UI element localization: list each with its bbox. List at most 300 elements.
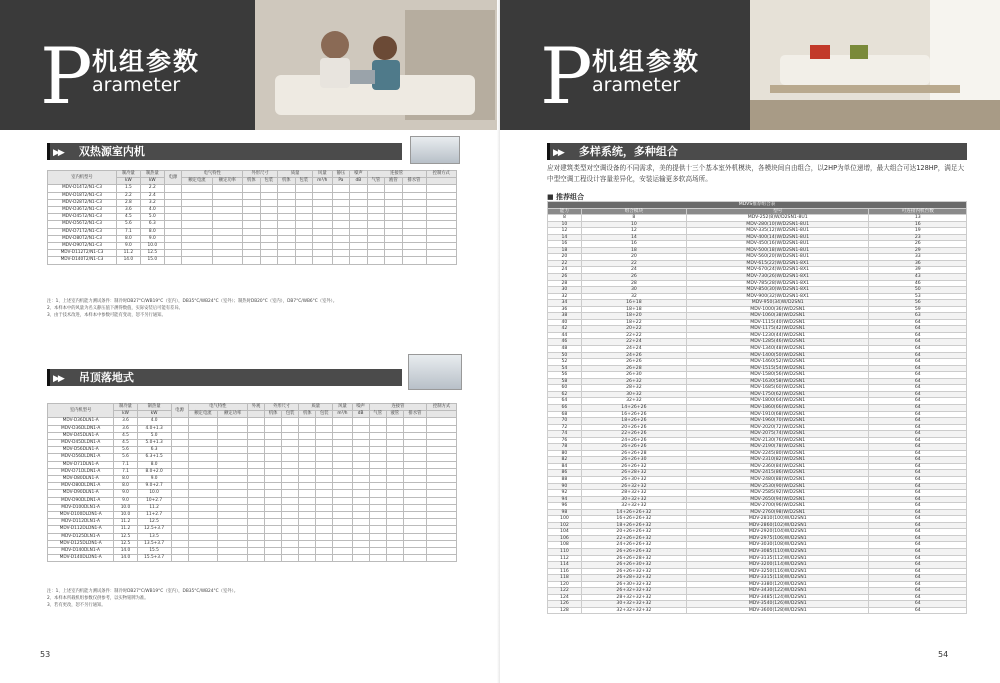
table-cell xyxy=(265,461,282,468)
right-page xyxy=(500,0,1000,683)
table-cell xyxy=(385,243,402,250)
table-cell xyxy=(316,447,333,454)
table-cell: MDV-D71DLDN1-A xyxy=(48,468,114,475)
table-cell xyxy=(352,504,369,511)
table-cell xyxy=(427,512,457,519)
table-cell xyxy=(369,526,386,533)
table-cell xyxy=(386,440,403,447)
table-cell: MDV-D45DLDN1-A xyxy=(48,440,114,447)
table-cell: 59 xyxy=(869,306,967,313)
table-cell: MDV-2700(96)W/D2SN1 xyxy=(686,503,869,510)
table-cell: 9.0 xyxy=(116,243,140,250)
table-cell: 18+20 xyxy=(581,313,686,320)
table-cell xyxy=(333,512,352,519)
table-cell xyxy=(367,257,384,264)
table-cell: 12 xyxy=(581,228,686,235)
table-cell xyxy=(171,548,188,555)
table-cell xyxy=(386,497,403,504)
table-cell: 50 xyxy=(548,352,582,359)
table-cell: 36 xyxy=(548,306,582,313)
table-cell: 16+18 xyxy=(581,300,686,307)
table-cell xyxy=(212,257,242,264)
table-cell xyxy=(386,454,403,461)
table-cell xyxy=(171,526,188,533)
table-cell xyxy=(182,228,212,235)
table-cell: 10.0 xyxy=(137,490,171,497)
table-cell xyxy=(248,432,265,439)
table-cell xyxy=(295,221,312,228)
table-cell xyxy=(367,243,384,250)
table-cell xyxy=(333,519,352,526)
table-cell: 64 xyxy=(869,365,967,372)
table-cell xyxy=(403,461,426,468)
section-header-combination xyxy=(547,143,967,160)
table-cell xyxy=(427,548,457,555)
table-cell xyxy=(333,447,352,454)
table-cell: 30+32 xyxy=(581,391,686,398)
table-cell xyxy=(260,243,277,250)
table-cell xyxy=(385,207,402,214)
table-cell: 32 xyxy=(548,293,582,300)
table-cell: 9.0 xyxy=(140,235,164,242)
table-cell: 10.0 xyxy=(114,512,137,519)
table-cell: MDV-3135(112)W/D2SN1 xyxy=(686,555,869,562)
table-cell xyxy=(188,548,218,555)
table-cell xyxy=(316,555,333,562)
table-cell: MDV-3380(120)W/D2SN1 xyxy=(686,581,869,588)
table-cell xyxy=(248,476,265,483)
table-cell: 64 xyxy=(869,437,967,444)
table-cell: 64 xyxy=(869,359,967,366)
table-cell xyxy=(332,235,349,242)
table-cell xyxy=(369,432,386,439)
table-row xyxy=(48,555,457,562)
table-cell: 64 xyxy=(869,346,967,353)
table-cell: 64 xyxy=(869,509,967,516)
table-cell: 52 xyxy=(548,359,582,366)
table-cell xyxy=(333,432,352,439)
table-cell xyxy=(332,192,349,199)
table-cell xyxy=(312,185,332,192)
table-cell: 9.0+2.7 xyxy=(137,483,171,490)
table-cell xyxy=(218,490,248,497)
table-cell xyxy=(402,214,426,221)
table-cell xyxy=(265,418,282,425)
table-cell xyxy=(350,207,367,214)
table-cell: 20+26+26 xyxy=(581,424,686,431)
table-cell: 28+32+32+32 xyxy=(581,594,686,601)
col-header: 组合模块 xyxy=(581,208,686,215)
table-cell xyxy=(282,454,299,461)
table-cell xyxy=(403,425,426,432)
table-cell: MDV-3030(108)W/D2SN1 xyxy=(686,542,869,549)
table-cell xyxy=(352,519,369,526)
right-banner-photo xyxy=(750,0,1000,130)
section-title: 吊顶落地式 xyxy=(78,371,134,384)
section-marker-icon xyxy=(47,143,50,160)
table-cell xyxy=(350,250,367,257)
table-cell xyxy=(282,555,299,562)
table-cell: 36 xyxy=(869,260,967,267)
table-cell xyxy=(386,490,403,497)
table-cell xyxy=(282,497,299,504)
col-header: 能力 xyxy=(548,208,582,215)
table-cell xyxy=(164,250,181,257)
col-header: 可连接内机台数 xyxy=(869,208,967,215)
table-cell xyxy=(243,192,260,199)
table-cell xyxy=(312,192,332,199)
table-cell xyxy=(312,257,332,264)
table-cell: 64 xyxy=(869,588,967,595)
table-cell xyxy=(282,526,299,533)
table-cell: 64 xyxy=(869,372,967,379)
table-cell xyxy=(403,476,426,483)
table-cell: MDV-D112DLN1-A xyxy=(48,519,114,526)
table-cell: 29 xyxy=(869,247,967,254)
table-cell xyxy=(171,497,188,504)
table-cell: 114 xyxy=(548,562,582,569)
table-cell: MDV-3250(116)W/D2SN1 xyxy=(686,568,869,575)
table-cell: 43 xyxy=(869,274,967,281)
intro-paragraph: 应对建筑类型对空调设备的不同需求，美的提供十三个基本室外机模块，各模块间自由组合，以2HP为单位递增，最大组合可达128HP，满足大中型空调工程设计容量差异化，安装运输更多软高场所。 xyxy=(547,164,965,183)
table-cell xyxy=(333,483,352,490)
table-cell: MDV-1515(54)W/D2SN1 xyxy=(686,365,869,372)
table-cell xyxy=(332,228,349,235)
table-cell xyxy=(350,228,367,235)
table-cell: MDV-2650(94)W/D2SN1 xyxy=(686,496,869,503)
table-cell: MDV-1960(70)W/D2SN1 xyxy=(686,418,869,425)
table-row xyxy=(48,468,457,475)
table-cell: 46 xyxy=(548,339,582,346)
table-cell xyxy=(265,440,282,447)
table-cell xyxy=(164,207,181,214)
table-cell xyxy=(426,243,457,250)
table-cell xyxy=(260,257,277,264)
table-row xyxy=(48,454,457,461)
table-cell: 64 xyxy=(869,339,967,346)
table-cell xyxy=(402,221,426,228)
table-cell xyxy=(427,425,457,432)
table-cell xyxy=(299,504,316,511)
table-cell xyxy=(369,548,386,555)
table-cell: MDV-2860(102)W/D2SN1 xyxy=(686,522,869,529)
table-cell: 64 xyxy=(869,457,967,464)
table-cell: MDV-2975(106)W/D2SN1 xyxy=(686,535,869,542)
table-cell xyxy=(260,192,277,199)
table-cell xyxy=(182,214,212,221)
table-cell xyxy=(403,519,426,526)
table-cell: MDV-D36DLDN1-A xyxy=(48,425,114,432)
table-cell: 80 xyxy=(548,450,582,457)
table-cell: MDV-400(14)W/D2SN1-8U1 xyxy=(686,234,869,241)
table-cell: 7.1 xyxy=(114,468,137,475)
table-cell: 18+26+26+32 xyxy=(581,522,686,529)
table-cell xyxy=(171,555,188,562)
table-cell xyxy=(369,461,386,468)
table-cell xyxy=(188,440,218,447)
table-cell: 72 xyxy=(548,424,582,431)
table-cell xyxy=(427,490,457,497)
table-cell: 8.0+2.0 xyxy=(137,468,171,475)
table-cell xyxy=(295,185,312,192)
table-cell: MDV-2585(92)W/D2SN1 xyxy=(686,490,869,497)
table-cell xyxy=(278,221,295,228)
table-cell xyxy=(243,221,260,228)
table-cell: 112 xyxy=(548,555,582,562)
table-cell xyxy=(403,483,426,490)
table-cell: 2.2 xyxy=(116,192,140,199)
table-cell xyxy=(248,497,265,504)
table-cell xyxy=(218,483,248,490)
table-cell xyxy=(385,214,402,221)
table-row xyxy=(48,447,457,454)
table-cell: 18 xyxy=(581,247,686,254)
table-cell xyxy=(171,512,188,519)
table-cell xyxy=(218,440,248,447)
table-row xyxy=(48,490,457,497)
table-cell xyxy=(248,483,265,490)
table-cell xyxy=(188,519,218,526)
table-cell xyxy=(212,250,242,257)
table-cell xyxy=(248,519,265,526)
table-cell xyxy=(316,526,333,533)
table-cell xyxy=(265,483,282,490)
table-cell xyxy=(248,533,265,540)
table-cell xyxy=(243,185,260,192)
table-cell xyxy=(248,454,265,461)
table-cell: 64 xyxy=(869,444,967,451)
table-cell xyxy=(386,504,403,511)
table-cell xyxy=(164,221,181,228)
table-cell xyxy=(427,418,457,425)
table-cell: 64 xyxy=(869,581,967,588)
table-row xyxy=(48,461,457,468)
table-cell: 70 xyxy=(548,418,582,425)
table-cell: 11.2 xyxy=(137,504,171,511)
table-cell: MDV-D18T2/N1-C3 xyxy=(48,192,117,199)
table-cell xyxy=(218,454,248,461)
table-cell xyxy=(352,447,369,454)
table-cell: MDV-D56DLDN1-A xyxy=(48,454,114,461)
table-cell xyxy=(265,519,282,526)
table-cell: 14.0 xyxy=(114,555,137,562)
table-cell: 24+24 xyxy=(581,346,686,353)
table-row xyxy=(48,440,457,447)
table-cell xyxy=(386,519,403,526)
table-cell xyxy=(248,447,265,454)
table-cell xyxy=(282,418,299,425)
note-line: 注：1、上述室内机能力测试条件：制冷时DB27°C/WB19°C（室内），DB35°C/WB24°C（室外）。 xyxy=(47,589,239,594)
table-cell: 26+26+28 xyxy=(581,450,686,457)
table-cell: 14.0 xyxy=(114,548,137,555)
table-cell: MDV-2130(76)W/D2SN1 xyxy=(686,437,869,444)
table-cell xyxy=(171,447,188,454)
table-cell: 62 xyxy=(548,391,582,398)
section-marker-icon xyxy=(547,143,550,160)
table-cell xyxy=(427,454,457,461)
table-cell xyxy=(282,519,299,526)
table-cell xyxy=(218,497,248,504)
table-cell: 64 xyxy=(869,483,967,490)
table-cell xyxy=(278,228,295,235)
table-row xyxy=(48,483,457,490)
table-cell xyxy=(332,185,349,192)
table-cell xyxy=(367,207,384,214)
table-cell: MDV-D125DLDN1-A xyxy=(48,540,114,547)
table-cell xyxy=(212,185,242,192)
table-cell xyxy=(248,540,265,547)
table-cell xyxy=(427,555,457,562)
table-cell: 100 xyxy=(548,516,582,523)
table-cell: 2.8 xyxy=(116,199,140,206)
table-cell: 44 xyxy=(548,332,582,339)
table-cell: 90 xyxy=(548,483,582,490)
table-cell: 26 xyxy=(869,241,967,248)
table-cell xyxy=(352,432,369,439)
table-cell: 84 xyxy=(548,463,582,470)
table-cell: MDV-2020(72)W/D2SN1 xyxy=(686,424,869,431)
table-cell xyxy=(403,512,426,519)
table-cell xyxy=(299,447,316,454)
table-cell: 9.0 xyxy=(114,490,137,497)
table-cell xyxy=(188,497,218,504)
table-row xyxy=(48,257,457,264)
table-row xyxy=(48,512,457,519)
table-cell: 66 xyxy=(548,404,582,411)
table-cell xyxy=(367,228,384,235)
table-cell xyxy=(265,555,282,562)
table-cell: 26+32+32 xyxy=(581,483,686,490)
table-cell: 15.5+3.7 xyxy=(137,555,171,562)
table-cell xyxy=(299,432,316,439)
table-cell xyxy=(171,425,188,432)
table-cell: MDV-D140DLN1-A xyxy=(48,548,114,555)
table-cell xyxy=(299,490,316,497)
table-cell: 26+30 xyxy=(581,372,686,379)
table-cell xyxy=(350,257,367,264)
table-cell: 10.0 xyxy=(140,243,164,250)
table-cell xyxy=(403,555,426,562)
table-cell: 22+26+26+32 xyxy=(581,535,686,542)
table-cell: 19 xyxy=(869,228,967,235)
table-cell xyxy=(426,257,457,264)
table-cell xyxy=(385,221,402,228)
table-cell: MDV-1800(64)W/D2SN1 xyxy=(686,398,869,405)
table-cell xyxy=(295,235,312,242)
table-cell: 26+30+32+32 xyxy=(581,581,686,588)
double-chevron-icon: ▶▶ xyxy=(53,374,63,384)
table-cell: 6.3+1.5 xyxy=(137,454,171,461)
table-cell: 64 xyxy=(869,418,967,425)
table-cell xyxy=(333,468,352,475)
table-cell xyxy=(282,440,299,447)
table-cell: 9.0 xyxy=(137,476,171,483)
table-cell xyxy=(171,454,188,461)
table-cell: MDV-D80DLN1-A xyxy=(48,476,114,483)
table-cell: MDV-252(8)W/D2SN1-8U1 xyxy=(686,215,869,222)
table-cell xyxy=(427,540,457,547)
table-row xyxy=(48,540,457,547)
table-cell xyxy=(295,199,312,206)
table-cell xyxy=(218,418,248,425)
table-cell: 104 xyxy=(548,529,582,536)
table-cell xyxy=(386,432,403,439)
table-cell xyxy=(385,235,402,242)
table-cell xyxy=(332,214,349,221)
table-cell: 24+26 xyxy=(581,352,686,359)
table-cell: 82 xyxy=(548,457,582,464)
note-line: 3、若有更改，恕不另行通知。 xyxy=(47,603,106,608)
table-row xyxy=(48,533,457,540)
table-cell xyxy=(316,490,333,497)
table-cell xyxy=(278,199,295,206)
table-cell xyxy=(171,432,188,439)
table-cell xyxy=(299,548,316,555)
table-cell xyxy=(218,447,248,454)
table-cell xyxy=(350,199,367,206)
table-cell: MDV-3540(126)W/D2SN1 xyxy=(686,601,869,608)
table-cell xyxy=(385,250,402,257)
table-row xyxy=(48,497,457,504)
table-cell xyxy=(402,250,426,257)
table-cell: 58 xyxy=(548,378,582,385)
table-cell xyxy=(212,207,242,214)
table-cell xyxy=(282,548,299,555)
table-cell: 20 xyxy=(548,254,582,261)
left-banner-photo xyxy=(255,0,500,130)
table-cell: 3.2 xyxy=(140,199,164,206)
table-cell: 5.6 xyxy=(114,447,137,454)
table-cell xyxy=(369,555,386,562)
table-cell xyxy=(403,533,426,540)
table-cell xyxy=(426,221,457,228)
table-cell: 3.6 xyxy=(114,418,137,425)
table-cell xyxy=(282,483,299,490)
table-cell: 64 xyxy=(869,503,967,510)
table-cell: 64 xyxy=(869,542,967,549)
table-cell: 8.0 xyxy=(116,235,140,242)
table-cell xyxy=(243,207,260,214)
table-cell: 1.5 xyxy=(116,185,140,192)
table-cell: 24 xyxy=(548,267,582,274)
table-cell: MDV-1460(52)W/D2SN1 xyxy=(686,359,869,366)
table-cell xyxy=(282,425,299,432)
notes-1 xyxy=(47,298,457,319)
table-cell: 12.5 xyxy=(137,519,171,526)
table-cell xyxy=(367,235,384,242)
table-cell: 30 xyxy=(581,287,686,294)
table-cell xyxy=(248,548,265,555)
table-cell xyxy=(350,221,367,228)
table-cell xyxy=(164,214,181,221)
table-cell: 64 xyxy=(869,463,967,470)
table-cell xyxy=(402,228,426,235)
table-cell xyxy=(427,447,457,454)
table-cell xyxy=(333,454,352,461)
table-cell: 64 xyxy=(869,496,967,503)
table-cell xyxy=(426,199,457,206)
table-cell xyxy=(369,540,386,547)
table-cell: 22+26+26 xyxy=(581,431,686,438)
table-cell: 5.0 xyxy=(140,214,164,221)
table-cell xyxy=(427,468,457,475)
table-row xyxy=(48,199,457,206)
table-cell xyxy=(402,235,426,242)
page-title-cn: 机组参数 xyxy=(92,47,201,76)
table-cell xyxy=(295,214,312,221)
table-cell xyxy=(164,185,181,192)
table-cell: 30+32+32+32 xyxy=(581,601,686,608)
